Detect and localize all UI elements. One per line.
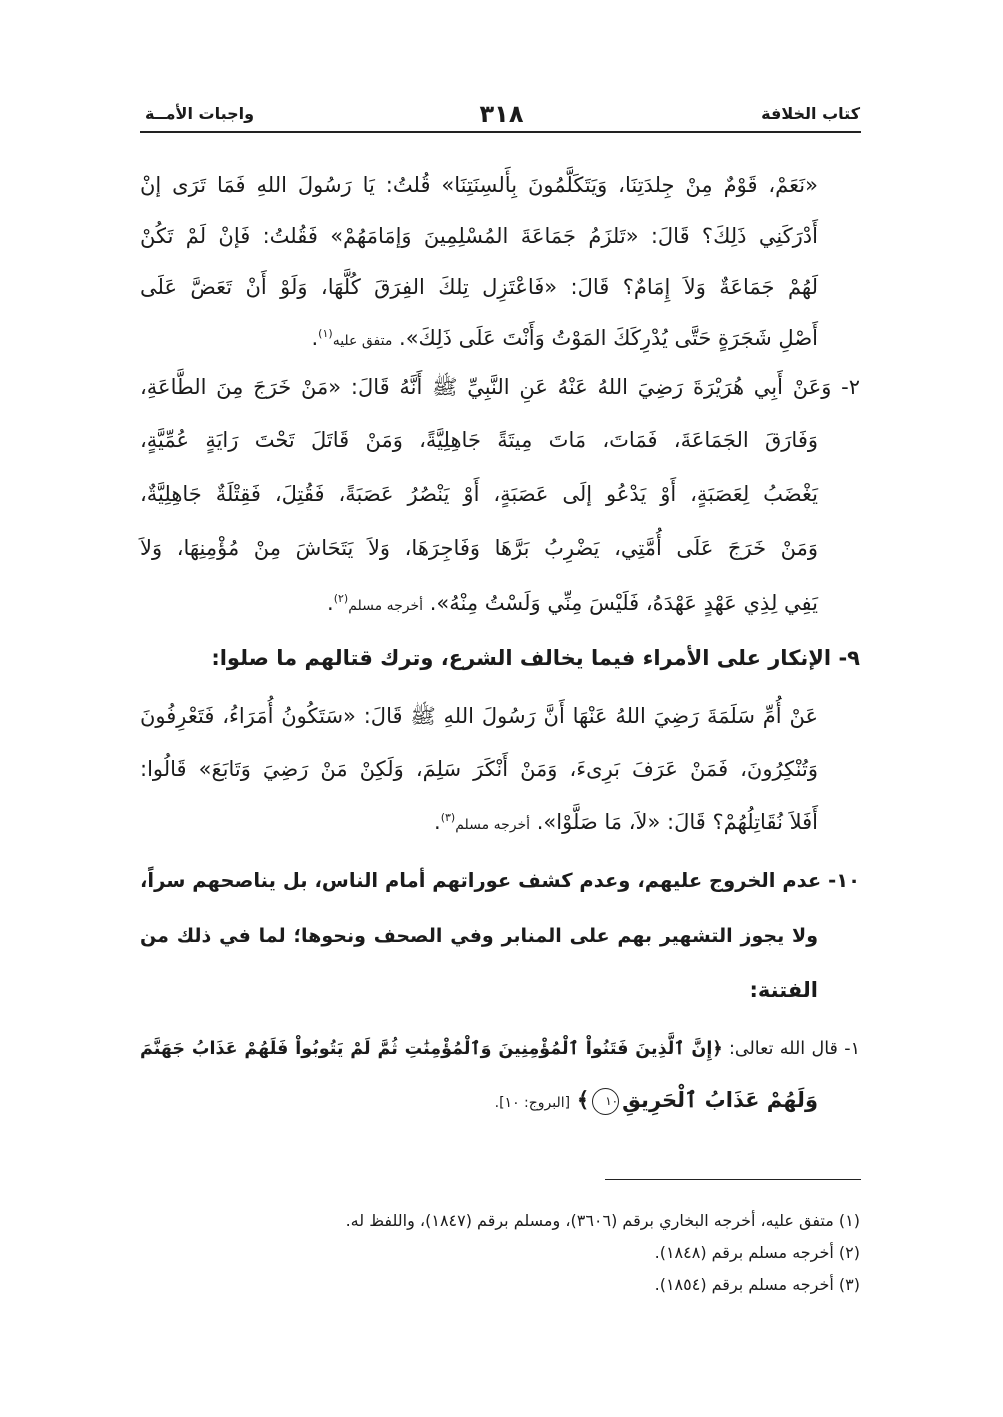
section-heading-line: ١٠- عدم الخروج عليهم، وعدم كشف عوراتهم أمام الناس، بل يناصحهم سراً، xyxy=(140,869,860,892)
footnote: (١) متفق عليه، أخرجه البخاري برقم (٣٦٠٦)، ومسلم برقم (١٨٤٧)، واللفظ له. xyxy=(345,1211,860,1230)
text-line: عَنْ أُمِّ سَلَمَةَ رَضِيَ اللهُ عَنْهَا أَنَّ رَسُولَ اللهِ ﷺ قَالَ: «سَتَكُونُ أُمَرَاءُ، فَتَعْرِفُونَ xyxy=(140,704,818,728)
text-line: لَهُمْ جَمَاعَةٌ وَلاَ إِمَامٌ؟ قَالَ: «فَاعْتَزِل تِلكَ الفِرَقَ كُلَّهَا، وَلَوْ أَنْ تَعَضَّ عَلَى xyxy=(140,275,818,299)
ayah-number-marker: ١٠ xyxy=(592,1088,619,1115)
text-line: يَغْضَبُ لِعَصَبَةٍ، أَوْ يَدْعُو إلَى عَصَبَةٍ، أَوْ يَنْصُرُ عَصَبَةً، فَقُتِلَ، فَقِتْلَةٌ جَاهِلِيَّةٌ، xyxy=(140,482,818,506)
text-line: وَمَنْ خَرَجَ عَلَى أُمَّتِي، يَضْرِبُ بَرَّهَا وَفَاجِرَهَا، وَلاَ يَتَحَاشَ مِنْ مُؤْمِنِهَا، وَلاَ xyxy=(140,536,818,560)
numbered-text-line: ٢- وَعَنْ أَبِي هُرَيْرَةَ رَضِيَ اللهُ عَنْهُ عَنِ النَّبِيِّ ﷺ أَنَّهُ قَالَ: «مَنْ خَرَجَ مِنَ الطَّاعَةِ، xyxy=(140,375,860,399)
footnote-rule xyxy=(605,1179,861,1180)
footnote-reference: (١) xyxy=(318,327,333,340)
page-number: ٣١٨ xyxy=(479,100,524,128)
end-punctuation: . xyxy=(434,810,441,834)
footnote: (٣) أخرجه مسلم برقم (١٨٥٤). xyxy=(654,1275,860,1294)
text-line-with-source xyxy=(140,313,818,363)
text-line: وَفَارَقَ الجَمَاعَةَ، فَمَاتَ، مَاتَ مِيتَةً جَاهِلِيَّةً، وَمَنْ قَاتَلَ تَحْتَ رَايَةٍ عُمِّيَّةٍ، xyxy=(140,428,818,452)
end-punctuation: . xyxy=(327,591,334,615)
quran-verse-text: وَلَهُمْ عَذَابُ ٱلْحَرِيقِ xyxy=(622,1088,818,1112)
footnote-reference: (٣) xyxy=(440,811,456,824)
text-line-with-source xyxy=(140,578,818,628)
hadith-text: يَفِي لِذِي عَهْدٍ عَهْدَهُ، فَلَيْسَ مِنِّي وَلَسْتُ مِنْهُ». xyxy=(429,591,818,615)
hadith-text: أَفَلاَ نُقَاتِلُهُمْ؟ قَالَ: «لاَ، مَا صَلَّوْا». xyxy=(536,810,818,834)
section-heading-line: ولا يجوز التشهير بهم على المنابر وفي الصحف ونحوها؛ لما في ذلك من xyxy=(140,925,818,947)
text-line-with-source xyxy=(140,797,818,847)
quran-line xyxy=(140,1075,818,1125)
running-header-chapter-title: واجبات الأمــة xyxy=(145,104,255,123)
running-header-book-title: كتاب الخلافة xyxy=(761,104,860,123)
quran-verse-text: ﴿إِنَّ ٱلَّذِينَ فَتَنُواْ ٱلْمُؤْمِنِينَ وَٱلْمُؤْمِنَٰتِ ثُمَّ لَمْ يَتُوبُواْ فَلَهُمْ عَذَابُ جَهَنَّمَ xyxy=(140,1039,723,1059)
quran-line xyxy=(140,1024,860,1074)
header-rule xyxy=(140,131,861,133)
text-line: «نَعَمْ، قَوْمٌ مِنْ جِلدَتِنَا، وَيَتَكَلَّمُونَ بِأَلسِنَتِنَا» قُلتُ: يَا رَسُولَ اللهِ فَمَا تَرَى إنْ xyxy=(140,173,818,197)
surah-reference: [البروج: ١٠]. xyxy=(494,1095,571,1111)
section-heading-line: الفتنة: xyxy=(749,978,818,1002)
text-line: أَدْرَكَنِي ذَلِكَ؟ قَالَ: «تَلزَمُ جَمَاعَةَ المُسْلِمِينَ وَإمَامَهُمْ» فَقُلتُ: فَإنْ لَمْ تَكُنْ xyxy=(140,224,818,248)
footnote-reference: (٢) xyxy=(333,592,349,605)
quran-close-bracket: ﴾ xyxy=(576,1088,590,1112)
hadith-source: أخرجه مسلم xyxy=(455,817,531,833)
footnote: (٢) أخرجه مسلم برقم (١٨٤٨). xyxy=(654,1243,860,1262)
end-punctuation: . xyxy=(311,326,319,350)
section-heading: ٩- الإنكار على الأمراء فيما يخالف الشرع، وترك قتالهم ما صلوا: xyxy=(211,646,860,670)
quran-intro: ١- قال الله تعالى: xyxy=(728,1039,860,1059)
text-line: وَتُنْكِرُونَ، فَمَنْ عَرَفَ بَرِىءَ، وَمَنْ أَنْكَرَ سَلِمَ، وَلَكِنْ مَنْ رَضِيَ وَتَابَعَ» قَالُوا: xyxy=(140,757,818,781)
hadith-source: أخرجه مسلم xyxy=(348,598,424,614)
hadith-source: متفق عليه xyxy=(332,333,393,349)
hadith-text: أَصْلِ شَجَرَةٍ حَتَّى يُدْرِكَكَ المَوْتُ وَأَنْتَ عَلَى ذَلِكَ». xyxy=(399,326,818,350)
